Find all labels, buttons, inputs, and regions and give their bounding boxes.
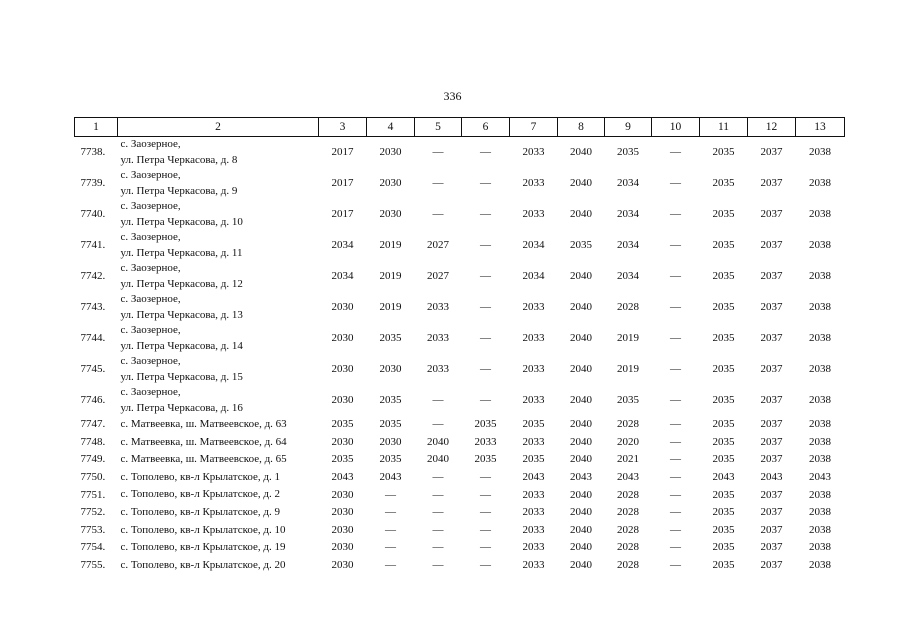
year-cell: 2040 (570, 453, 592, 466)
year-cell: 2043 (712, 471, 735, 484)
table-row (75, 416, 845, 434)
year-cell: 2033 (522, 523, 545, 536)
row-number: 7748. (80, 435, 106, 448)
year-cell: 2037 (760, 146, 783, 158)
year-cell: 2028 (617, 301, 639, 313)
year-cell: 2028 (617, 506, 639, 519)
address-line: ул. Петра Черкасова, д. 9 (120, 184, 238, 197)
table-body (75, 137, 845, 575)
year-cell: 2030 (379, 208, 402, 220)
year-cell: — (480, 471, 491, 484)
year-cell: — (480, 523, 491, 536)
year-cell: 2037 (760, 541, 783, 554)
year-cell: — (432, 506, 444, 519)
year-cell: 2033 (474, 435, 497, 448)
year-cell: 2038 (809, 177, 831, 189)
column-header: 1 (75, 118, 118, 137)
table-row (75, 434, 845, 452)
table-row (75, 292, 845, 323)
year-cell: 2043 (760, 471, 783, 484)
year-cell: — (480, 488, 491, 501)
address-line: с. Тополево, кв-л Крылатское, д. 1 (120, 470, 280, 483)
year-cell: — (670, 363, 681, 375)
address-cell (118, 354, 319, 385)
year-cell: 2035 (570, 239, 592, 251)
address-line: ул. Петра Черкасова, д. 13 (120, 308, 243, 321)
address-line: ул. Петра Черкасова, д. 10 (120, 215, 243, 228)
year-cell: — (480, 146, 491, 158)
year-cell: 2034 (331, 239, 354, 251)
year-cell: 2017 (331, 146, 354, 158)
year-cell: — (432, 541, 444, 554)
year-cell: 2037 (760, 435, 783, 448)
year-cell: 2035 (712, 332, 735, 344)
year-cell: 2038 (809, 239, 831, 251)
year-cell: 2037 (760, 270, 783, 282)
year-cell: 2034 (522, 270, 545, 282)
year-cell: — (670, 332, 681, 344)
address-line: ул. Петра Черкасова, д. 12 (120, 277, 243, 290)
column-header: 3 (319, 118, 367, 137)
address-line: с. Заозерное, (120, 200, 181, 212)
year-cell: 2030 (331, 541, 354, 554)
year-cell: 2038 (809, 208, 831, 220)
table-row (75, 323, 845, 354)
year-cell: 2038 (809, 541, 831, 554)
year-cell: — (670, 239, 681, 251)
year-cell: 2035 (712, 270, 735, 282)
year-cell: 2035 (712, 363, 735, 375)
year-cell: 2043 (570, 471, 592, 484)
table-row (75, 385, 845, 416)
year-cell: 2035 (712, 394, 735, 406)
year-cell: — (480, 270, 491, 282)
year-cell: 2034 (617, 208, 639, 220)
address-line: с. Матвеевка, ш. Матвеевское, д. 65 (120, 453, 287, 466)
year-cell: 2020 (617, 435, 639, 448)
year-cell: 2040 (570, 208, 592, 220)
address-line: ул. Петра Черкасова, д. 15 (120, 370, 243, 383)
address-line: с. Матвеевка, ш. Матвеевское, д. 63 (120, 418, 287, 431)
year-cell: 2017 (331, 208, 354, 220)
row-number: 7738. (80, 146, 106, 158)
year-cell: 2033 (427, 363, 449, 375)
schedule-table (74, 117, 845, 574)
year-cell: 2035 (712, 146, 735, 158)
year-cell: 2040 (570, 146, 592, 158)
year-cell: 2040 (570, 488, 592, 501)
year-cell: 2038 (809, 488, 831, 501)
address-line: с. Заозерное, (120, 262, 181, 274)
address-cell (118, 323, 319, 354)
year-cell: 2035 (617, 394, 639, 406)
year-cell: — (480, 332, 491, 344)
address-cell (118, 486, 319, 504)
year-cell: 2037 (760, 177, 783, 189)
year-cell: 2030 (331, 435, 354, 448)
row-number: 7747. (80, 418, 106, 431)
year-cell: 2037 (760, 239, 783, 251)
year-cell: — (670, 541, 681, 554)
address-line: с. Тополево, кв-л Крылатское, д. 9 (120, 506, 280, 519)
address-line: ул. Петра Черкасова, д. 16 (120, 401, 243, 414)
year-cell: 2034 (331, 270, 354, 282)
year-cell: 2019 (379, 270, 402, 282)
year-cell: 2033 (522, 177, 545, 189)
year-cell: — (670, 146, 681, 158)
address-line: с. Заозерное, (120, 231, 181, 243)
row-number: 7746. (80, 394, 106, 406)
year-cell: 2033 (522, 363, 545, 375)
year-cell: 2035 (712, 506, 735, 519)
address-line: с. Тополево, кв-л Крылатское, д. 10 (120, 523, 286, 536)
address-cell (118, 469, 319, 487)
year-cell: 2035 (379, 332, 402, 344)
year-cell: 2035 (712, 559, 735, 572)
address-cell (118, 199, 319, 230)
year-cell: 2030 (331, 506, 354, 519)
address-line: с. Заозерное, (120, 386, 181, 398)
year-cell: 2035 (712, 239, 735, 251)
page-number: 336 (443, 89, 462, 103)
table-row (75, 504, 845, 522)
column-header: 7 (510, 118, 558, 137)
year-cell: — (432, 488, 444, 501)
table-row (75, 557, 845, 575)
year-cell: 2037 (760, 208, 783, 220)
year-cell: 2037 (760, 488, 783, 501)
year-cell: 2040 (427, 435, 449, 448)
address-line: с. Тополево, кв-л Крылатское, д. 19 (120, 541, 286, 554)
address-cell (118, 504, 319, 522)
year-cell: 2040 (570, 332, 592, 344)
year-cell: — (432, 177, 444, 189)
year-cell: 2040 (427, 453, 449, 466)
year-cell: 2038 (809, 301, 831, 313)
year-cell: — (670, 435, 681, 448)
year-cell: 2035 (712, 453, 735, 466)
year-cell: 2028 (617, 559, 639, 572)
year-cell: 2030 (379, 177, 402, 189)
year-cell: 2035 (712, 177, 735, 189)
address-line: с. Заозерное, (120, 355, 181, 367)
year-cell: 2030 (331, 301, 354, 313)
year-cell: 2035 (522, 418, 545, 431)
year-cell: 2043 (522, 471, 545, 484)
year-cell: 2033 (522, 301, 545, 313)
column-header: 13 (796, 118, 845, 137)
year-cell: 2035 (379, 418, 402, 431)
year-cell: 2035 (712, 418, 735, 431)
year-cell: 2035 (712, 208, 735, 220)
year-cell: 2037 (760, 523, 783, 536)
address-cell (118, 292, 319, 323)
year-cell: 2037 (760, 363, 783, 375)
year-cell: 2030 (379, 363, 402, 375)
year-cell: — (480, 394, 491, 406)
year-cell: 2019 (617, 363, 639, 375)
table-row (75, 199, 845, 230)
year-cell: 2033 (522, 541, 545, 554)
table-row (75, 539, 845, 557)
year-cell: 2033 (427, 301, 449, 313)
table-row (75, 522, 845, 540)
address-cell (118, 261, 319, 292)
year-cell: — (670, 270, 681, 282)
year-cell: 2037 (760, 559, 783, 572)
table-row (75, 354, 845, 385)
year-cell: 2035 (379, 453, 402, 466)
address-line: с. Тополево, кв-л Крылатское, д. 2 (120, 488, 280, 501)
year-cell: — (670, 177, 681, 189)
row-number: 7741. (80, 239, 106, 251)
year-cell: — (670, 453, 681, 466)
row-number: 7745. (80, 363, 106, 375)
year-cell: 2030 (331, 523, 354, 536)
row-number: 7742. (80, 270, 106, 282)
year-cell: 2040 (570, 270, 592, 282)
table-row (75, 168, 845, 199)
year-cell: 2033 (522, 208, 545, 220)
address-line: ул. Петра Черкасова, д. 14 (120, 339, 243, 352)
year-cell: 2038 (809, 394, 831, 406)
year-cell: — (480, 506, 491, 519)
year-cell: — (480, 239, 491, 251)
table-row (75, 469, 845, 487)
column-header: 6 (462, 118, 510, 137)
column-header: 12 (748, 118, 796, 137)
year-cell: 2035 (474, 453, 497, 466)
year-cell: — (670, 208, 681, 220)
year-cell: 2035 (522, 453, 545, 466)
year-cell: 2040 (570, 541, 592, 554)
year-cell: 2043 (809, 471, 831, 484)
year-cell: 2040 (570, 523, 592, 536)
year-cell: 2040 (570, 301, 592, 313)
column-header: 11 (700, 118, 748, 137)
year-cell: — (432, 418, 444, 431)
year-cell: — (385, 506, 396, 519)
row-number: 7744. (80, 332, 106, 344)
year-cell: 2033 (427, 332, 449, 344)
year-cell: — (480, 363, 491, 375)
year-cell: — (432, 394, 444, 406)
table-row (75, 486, 845, 504)
year-cell: — (480, 541, 491, 554)
year-cell: — (385, 488, 396, 501)
year-cell: 2037 (760, 301, 783, 313)
address-cell (118, 451, 319, 469)
year-cell: — (670, 559, 681, 572)
address-line: с. Тополево, кв-л Крылатское, д. 20 (120, 558, 286, 571)
year-cell: 2040 (570, 394, 592, 406)
year-cell: 2033 (522, 506, 545, 519)
year-cell: 2043 (331, 471, 354, 484)
year-cell: — (385, 523, 396, 536)
year-cell: 2028 (617, 418, 639, 431)
address-cell (118, 416, 319, 434)
column-header: 4 (367, 118, 415, 137)
address-cell (118, 557, 319, 575)
year-cell: 2019 (617, 332, 639, 344)
year-cell: — (432, 471, 444, 484)
address-cell (118, 385, 319, 416)
year-cell: 2035 (712, 541, 735, 554)
year-cell: — (480, 301, 491, 313)
address-cell (118, 522, 319, 540)
year-cell: 2034 (617, 270, 639, 282)
year-cell: 2035 (712, 523, 735, 536)
year-cell: — (480, 208, 491, 220)
year-cell: 2040 (570, 177, 592, 189)
table-row (75, 137, 845, 169)
row-number: 7753. (80, 523, 106, 536)
row-number: 7752. (80, 506, 106, 519)
year-cell: 2017 (331, 177, 354, 189)
year-cell: 2035 (712, 488, 735, 501)
year-cell: 2030 (379, 146, 402, 158)
year-cell: 2033 (522, 435, 545, 448)
address-line: с. Заозерное, (120, 324, 181, 336)
year-cell: 2043 (617, 471, 639, 484)
year-cell: 2037 (760, 506, 783, 519)
row-number: 7740. (80, 208, 106, 220)
year-cell: — (385, 541, 396, 554)
address-cell (118, 434, 319, 452)
year-cell: 2040 (570, 559, 592, 572)
address-line: с. Заозерное, (120, 169, 181, 181)
year-cell: — (385, 559, 396, 572)
year-cell: — (432, 559, 444, 572)
year-cell: — (432, 523, 444, 536)
year-cell: 2037 (760, 332, 783, 344)
year-cell: 2028 (617, 488, 639, 501)
year-cell: 2034 (617, 177, 639, 189)
year-cell: 2040 (570, 506, 592, 519)
year-cell: 2030 (379, 435, 402, 448)
year-cell: 2033 (522, 332, 545, 344)
year-cell: 2027 (427, 239, 449, 251)
year-cell: 2028 (617, 541, 639, 554)
year-cell: 2040 (570, 418, 592, 431)
year-cell: 2035 (331, 418, 354, 431)
table-row (75, 230, 845, 261)
address-line: с. Матвеевка, ш. Матвеевское, д. 64 (120, 435, 287, 448)
year-cell: — (670, 523, 681, 536)
year-cell: 2038 (809, 363, 831, 375)
year-cell: 2033 (522, 488, 545, 501)
year-cell: 2027 (427, 270, 449, 282)
year-cell: 2037 (760, 453, 783, 466)
year-cell: 2035 (712, 435, 735, 448)
year-cell: 2019 (379, 239, 402, 251)
year-cell: 2030 (331, 559, 354, 572)
year-cell: 2038 (809, 332, 831, 344)
address-line: с. Заозерное, (120, 293, 181, 305)
year-cell: 2030 (331, 332, 354, 344)
year-cell: 2035 (379, 394, 402, 406)
address-line: ул. Петра Черкасова, д. 8 (120, 153, 238, 166)
row-number: 7743. (80, 301, 106, 313)
column-header: 10 (652, 118, 700, 137)
address-line: ул. Петра Черкасова, д. 11 (120, 246, 243, 259)
year-cell: — (670, 301, 681, 313)
year-cell: — (670, 488, 681, 501)
year-cell: 2038 (809, 506, 831, 519)
address-cell (118, 168, 319, 199)
year-cell: 2030 (331, 363, 354, 375)
row-number: 7754. (80, 541, 106, 554)
column-header: 2 (118, 118, 319, 137)
year-cell: 2038 (809, 270, 831, 282)
row-number: 7749. (80, 453, 106, 466)
year-cell: 2035 (474, 418, 497, 431)
year-cell: — (480, 177, 491, 189)
row-number: 7750. (80, 471, 106, 484)
year-cell: 2035 (617, 146, 639, 158)
table-row (75, 451, 845, 469)
row-number: 7751. (80, 488, 106, 501)
year-cell: 2037 (760, 418, 783, 431)
row-number: 7739. (80, 177, 106, 189)
address-cell (118, 230, 319, 261)
year-cell: — (670, 506, 681, 519)
year-cell: 2038 (809, 559, 831, 572)
year-cell: 2030 (331, 488, 354, 501)
year-cell: 2034 (617, 239, 639, 251)
year-cell: 2021 (617, 453, 639, 466)
year-cell: 2030 (331, 394, 354, 406)
year-cell: 2019 (379, 301, 402, 313)
year-cell: 2043 (379, 471, 402, 484)
year-cell: 2035 (712, 301, 735, 313)
year-cell: — (670, 394, 681, 406)
row-number: 7755. (80, 559, 106, 572)
table-row (75, 261, 845, 292)
header-row (75, 118, 845, 137)
year-cell: 2038 (809, 523, 831, 536)
year-cell: 2038 (809, 453, 831, 466)
column-header: 9 (605, 118, 652, 137)
year-cell: — (670, 471, 681, 484)
column-header: 5 (415, 118, 462, 137)
address-cell (118, 137, 319, 169)
year-cell: — (432, 146, 444, 158)
address-cell (118, 539, 319, 557)
year-cell: — (670, 418, 681, 431)
year-cell: 2034 (522, 239, 545, 251)
year-cell: 2028 (617, 523, 639, 536)
year-cell: 2037 (760, 394, 783, 406)
column-header: 8 (558, 118, 605, 137)
year-cell: 2033 (522, 146, 545, 158)
year-cell: 2035 (331, 453, 354, 466)
year-cell: 2033 (522, 559, 545, 572)
year-cell: 2040 (570, 435, 592, 448)
year-cell: 2038 (809, 418, 831, 431)
address-line: с. Заозерное, (120, 138, 181, 150)
year-cell: — (480, 559, 491, 572)
year-cell: 2040 (570, 363, 592, 375)
year-cell: 2038 (809, 435, 831, 448)
year-cell: 2033 (522, 394, 545, 406)
year-cell: 2038 (809, 146, 831, 158)
year-cell: — (432, 208, 444, 220)
